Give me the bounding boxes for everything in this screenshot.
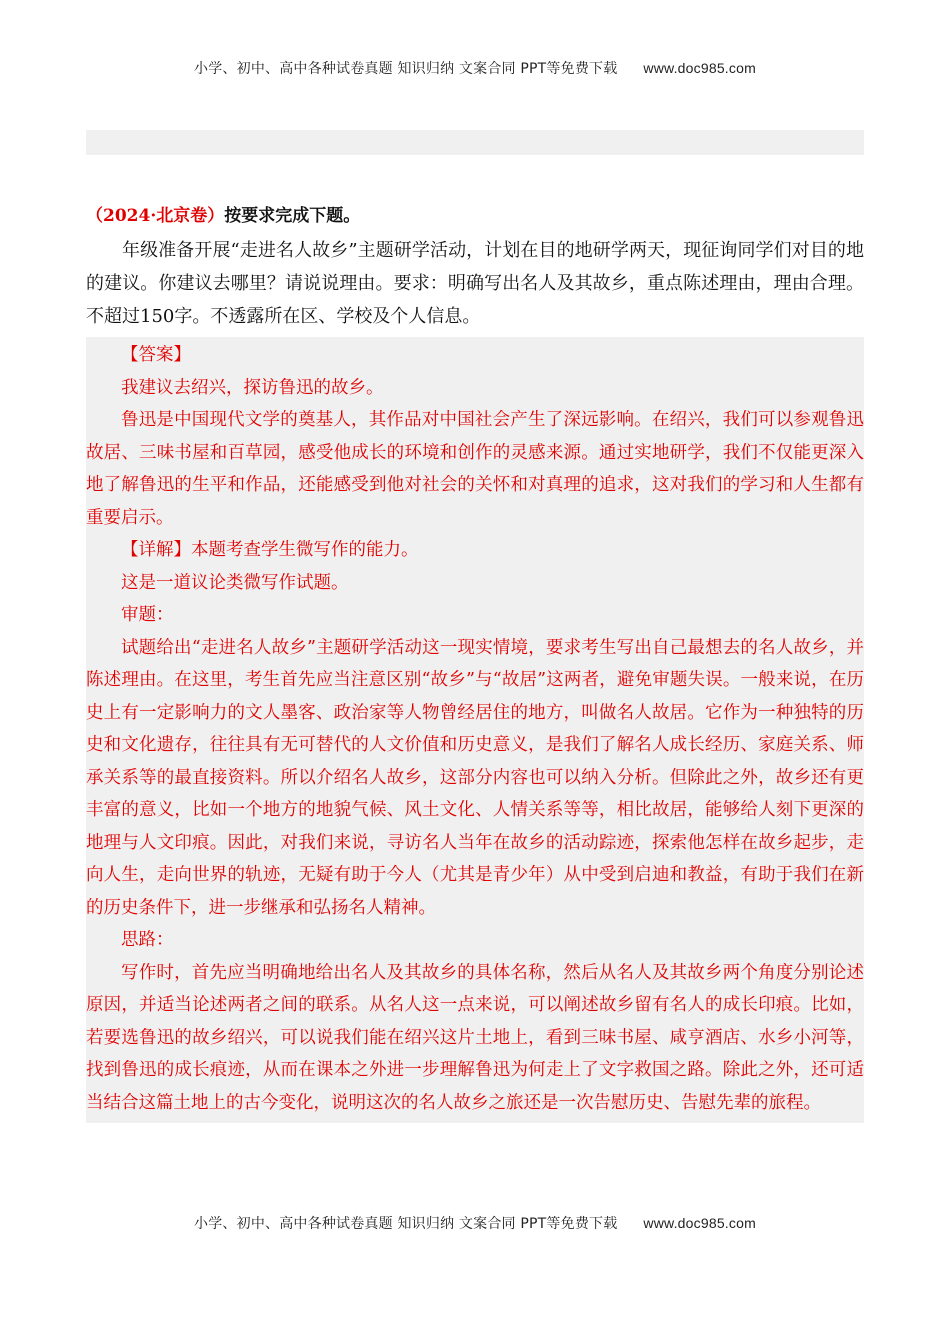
question-title (86, 202, 864, 230)
question-body: 年级准备开展“走进名人故乡”主题研学活动，计划在目的地研学两天，现征询同学们对目的地的建议。你建议去哪里？请说说理由。要求：明确写出名人及其故乡，重点陈述理由，理由合理。不超过150字。不透露所在区、学校及个人信息。 (86, 240, 864, 327)
review-label: 审题： (121, 605, 174, 625)
approach-label: 思路： (121, 930, 174, 950)
answer-block (86, 337, 864, 1123)
explanation-label-line: 【详解】本题考查学生微写作的能力。 (121, 540, 419, 560)
question-instruction: 按要求完成下题。 (224, 206, 361, 226)
approach-text: 写作时，首先应当明确地给出名人及其故乡的具体名称，然后从名人及其故乡两个角度分别论述原因，并适当论述两者之间的联系。从名人这一点来说，可以阐述故乡留有名人的成长印痕。比如，若要选鲁迅的故乡绍兴，可以说我们能在绍兴这片土地上，看到三味书屋、咸亨酒店、水乡小河等，找到鲁迅的成长痕迹，从而在课本之外进一步理解鲁迅为何走上了文字救国之路。除此之外，还可适当结合这篇土地上的古今变化，说明这次的名人故乡之旅还是一次告慰历史、告慰先辈的旅程。 (86, 962, 864, 1113)
review-text: 试题给出“走进名人故乡”主题研学活动这一现实情境，要求考生写出自己最想去的名人故乡，并陈述理由。在这里，考生首先应当注意区别“故乡”与“故居”这两者，避免审题失误。一般来说，在历史上有一定影响力的文人墨客、政治家等人物曾经居住的地方，叫做名人故居。它作为一种独特的历史和文化遗存，往往具有无可替代的人文价值和历史意义，是我们了解名人成长经历、家庭关系、师承关系等的最直接资料。所以介绍名人故乡，这部分内容也可以纳入分析。但除此之外，故乡还有更丰富的意义，比如一个地方的地貌气候、风土文化、人情关系等等，相比故居，能够给人刻下更深的地理与人文印痕。因此，对我们来说，寻访名人当年在故乡的活动踪迹，探索他怎样在故乡起步，走向人生，走向世界的轨迹，无疑有助于今人（尤其是青少年）从中受到启迪和教益，有助于我们在新的历史条件下，进一步继承和弘扬名人精神。 (86, 637, 864, 918)
top-shaded-bar (86, 130, 864, 155)
page-footer (0, 1213, 950, 1233)
header-text: 小学、初中、高中各种试卷真题 知识归纳 文案合同 PPT等免费下载 (194, 61, 618, 77)
answer-paragraph-1: 我建议去绍兴，探访鲁迅的故乡。 (121, 377, 384, 398)
footer-text: 小学、初中、高中各种试卷真题 知识归纳 文案合同 PPT等免费下载 (194, 1216, 618, 1232)
header-site-link[interactable]: www.doc985.com (643, 60, 756, 76)
explanation-type-line: 这是一道议论类微写作试题。 (121, 572, 349, 593)
question-source: （2024·北京卷） (86, 206, 225, 226)
answer-label: 【答案】 (121, 345, 191, 365)
footer-site-link[interactable]: www.doc985.com (643, 1215, 756, 1231)
document-content (86, 202, 864, 1123)
page-header (0, 58, 950, 78)
answer-paragraph-2: 鲁迅是中国现代文学的奠基人，其作品对中国社会产生了深远影响。在绍兴，我们可以参观鲁迅故居、三味书屋和百草园，感受他成长的环境和创作的灵感来源。通过实地研学，我们不仅能更深入地了解鲁迅的生平和作品，还能感受到他对社会的关怀和对真理的追求，这对我们的学习和人生都有重要启示。 (86, 410, 864, 528)
